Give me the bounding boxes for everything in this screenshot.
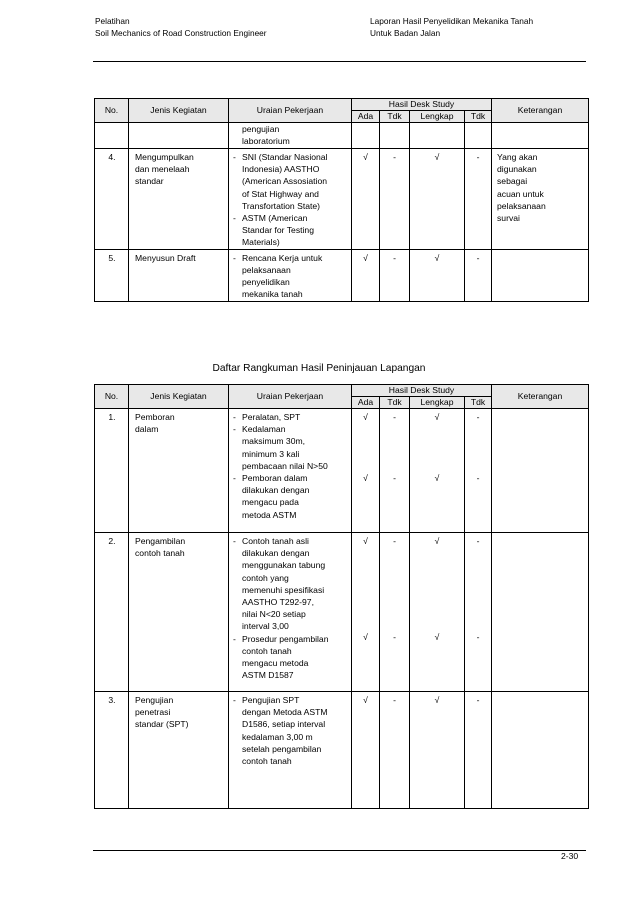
- keterangan: Yang akan digunakan sebagai acuan untuk pelaksanaan survai: [497, 152, 546, 224]
- mark-tdk: -: [393, 252, 396, 263]
- uraian-item: - Pemboran dalam dilakukan dengan mengacu pada metoda ASTM: [233, 472, 349, 521]
- mark-tdk: -: [393, 152, 396, 162]
- uraian-line: pengujian: [242, 124, 280, 134]
- uraian-item: - Contoh tanah asli dilakukan dengan menggunakan tabung contoh yang memenuhi spesifikasi AASTHO T292-97, nilai N<20 setiap interval 3,00: [233, 535, 349, 633]
- table-row: [95, 149, 589, 250]
- row-number: 4.: [108, 152, 116, 162]
- header-left: [95, 15, 267, 39]
- table-row: [95, 533, 589, 692]
- mark-ada: √: [363, 632, 368, 643]
- row-number: 1.: [108, 412, 116, 422]
- uraian-item: - Pengujian SPT dengan Metoda ASTM D1586, setiap interval kedalaman 3,00 m setelah pengambilan contoh tanah: [233, 694, 349, 767]
- uraian-item: - Kedalaman maksimum 30m, minimum 3 kali pembacaan nilai N>50: [233, 423, 349, 472]
- uraian-item: - ASTM (American Standar for Testing Materials): [233, 212, 349, 249]
- header-left-line2: Soil Mechanics of Road Construction Engineer: [95, 28, 267, 38]
- col-header-ada: Ada: [352, 111, 380, 123]
- uraian-line: laboratorium: [242, 136, 290, 147]
- uraian-item: - Rencana Kerja untuk pelaksanaan penyelidikan mekanika tanah: [233, 252, 349, 301]
- mark-tdk2: -: [476, 695, 480, 705]
- jenis-kegiatan: Menyusun Draft: [135, 252, 196, 263]
- mark-tdk2: -: [476, 412, 480, 422]
- col-header-lengkap: Lengkap: [410, 111, 465, 123]
- mark-tdk2: -: [476, 252, 480, 263]
- jenis-kegiatan: Pengujian penetrasi standar (SPT): [135, 695, 189, 730]
- mark-ada: √: [363, 412, 368, 422]
- col-header-no: No.: [95, 99, 129, 123]
- uraian-item: - Peralatan, SPT: [233, 411, 349, 423]
- mark-tdk2: -: [476, 632, 480, 643]
- col-header-tdk: Tdk: [380, 111, 410, 123]
- col-header-uraian: Uraian Pekerjaan: [229, 99, 352, 123]
- row-number: 3.: [108, 695, 116, 705]
- desk-study-table-1: [94, 98, 589, 302]
- mark-tdk: -: [393, 536, 396, 546]
- mark-lengkap: √: [434, 536, 440, 546]
- mark-tdk2: -: [476, 152, 480, 162]
- table-row: [95, 409, 589, 533]
- header-right-line2: Untuk Badan Jalan: [370, 28, 441, 38]
- col-header-keterangan: Keterangan: [492, 99, 589, 123]
- col-header-hasil: Hasil Desk Study: [352, 99, 492, 111]
- uraian-item: - SNI (Standar Nasional Indonesia) AASTHO (American Assosiation of Stat Highway and Transfortation State): [233, 151, 349, 212]
- mark-lengkap: √: [434, 252, 440, 263]
- mark-ada: √: [363, 536, 368, 546]
- mark-tdk: -: [393, 412, 396, 422]
- header-left-line1: Pelatihan: [95, 16, 130, 26]
- uraian-item: - Prosedur pengambilan contoh tanah mengacu metoda ASTM D1587: [233, 633, 349, 682]
- table-row: [95, 692, 589, 809]
- mark-tdk: -: [393, 632, 396, 643]
- col-header-ada: Ada: [352, 397, 380, 409]
- col-header-uraian: Uraian Pekerjaan: [229, 385, 352, 409]
- mark-tdk2: -: [476, 536, 480, 546]
- row-number: 2.: [108, 536, 116, 546]
- col-header-lengkap: Lengkap: [410, 397, 465, 409]
- row-number: 5.: [108, 252, 116, 263]
- mark-tdk: -: [393, 473, 396, 484]
- jenis-kegiatan: Mengumpulkan dan menelaah standar: [135, 152, 194, 187]
- col-header-keterangan: Keterangan: [492, 385, 589, 409]
- mark-tdk2: -: [476, 473, 480, 484]
- desk-study-table-2: [94, 384, 589, 809]
- mark-ada: √: [363, 252, 368, 263]
- mark-tdk: -: [393, 695, 396, 705]
- jenis-kegiatan: Pengambilan contoh tanah: [135, 536, 186, 559]
- mark-ada: √: [363, 152, 368, 162]
- col-header-tdk2: Tdk: [465, 397, 492, 409]
- header-right-line1: Laporan Hasil Penyelidikan Mekanika Tanah: [370, 16, 534, 26]
- mark-ada: √: [363, 473, 368, 484]
- mark-lengkap: √: [434, 152, 440, 162]
- col-header-hasil: Hasil Desk Study: [352, 385, 492, 397]
- table-row: [95, 123, 589, 149]
- header-right: [370, 15, 533, 39]
- mark-ada: √: [363, 695, 368, 705]
- col-header-tdk: Tdk: [380, 397, 410, 409]
- col-header-jenis: Jenis Kegiatan: [129, 385, 229, 409]
- mark-lengkap: √: [434, 632, 440, 643]
- col-header-no: No.: [95, 385, 129, 409]
- jenis-kegiatan: Pemboran dalam: [135, 412, 175, 435]
- mark-lengkap: √: [434, 695, 440, 705]
- section-title: Daftar Rangkuman Hasil Peninjauan Lapangan: [212, 363, 426, 374]
- col-header-jenis: Jenis Kegiatan: [129, 99, 229, 123]
- mark-lengkap: √: [434, 412, 440, 422]
- footer-divider: [93, 850, 586, 851]
- page-number: 2-30: [561, 851, 579, 861]
- header-divider: [93, 61, 586, 62]
- mark-lengkap: √: [434, 473, 440, 484]
- col-header-tdk2: Tdk: [465, 111, 492, 123]
- table-row: [95, 249, 589, 301]
